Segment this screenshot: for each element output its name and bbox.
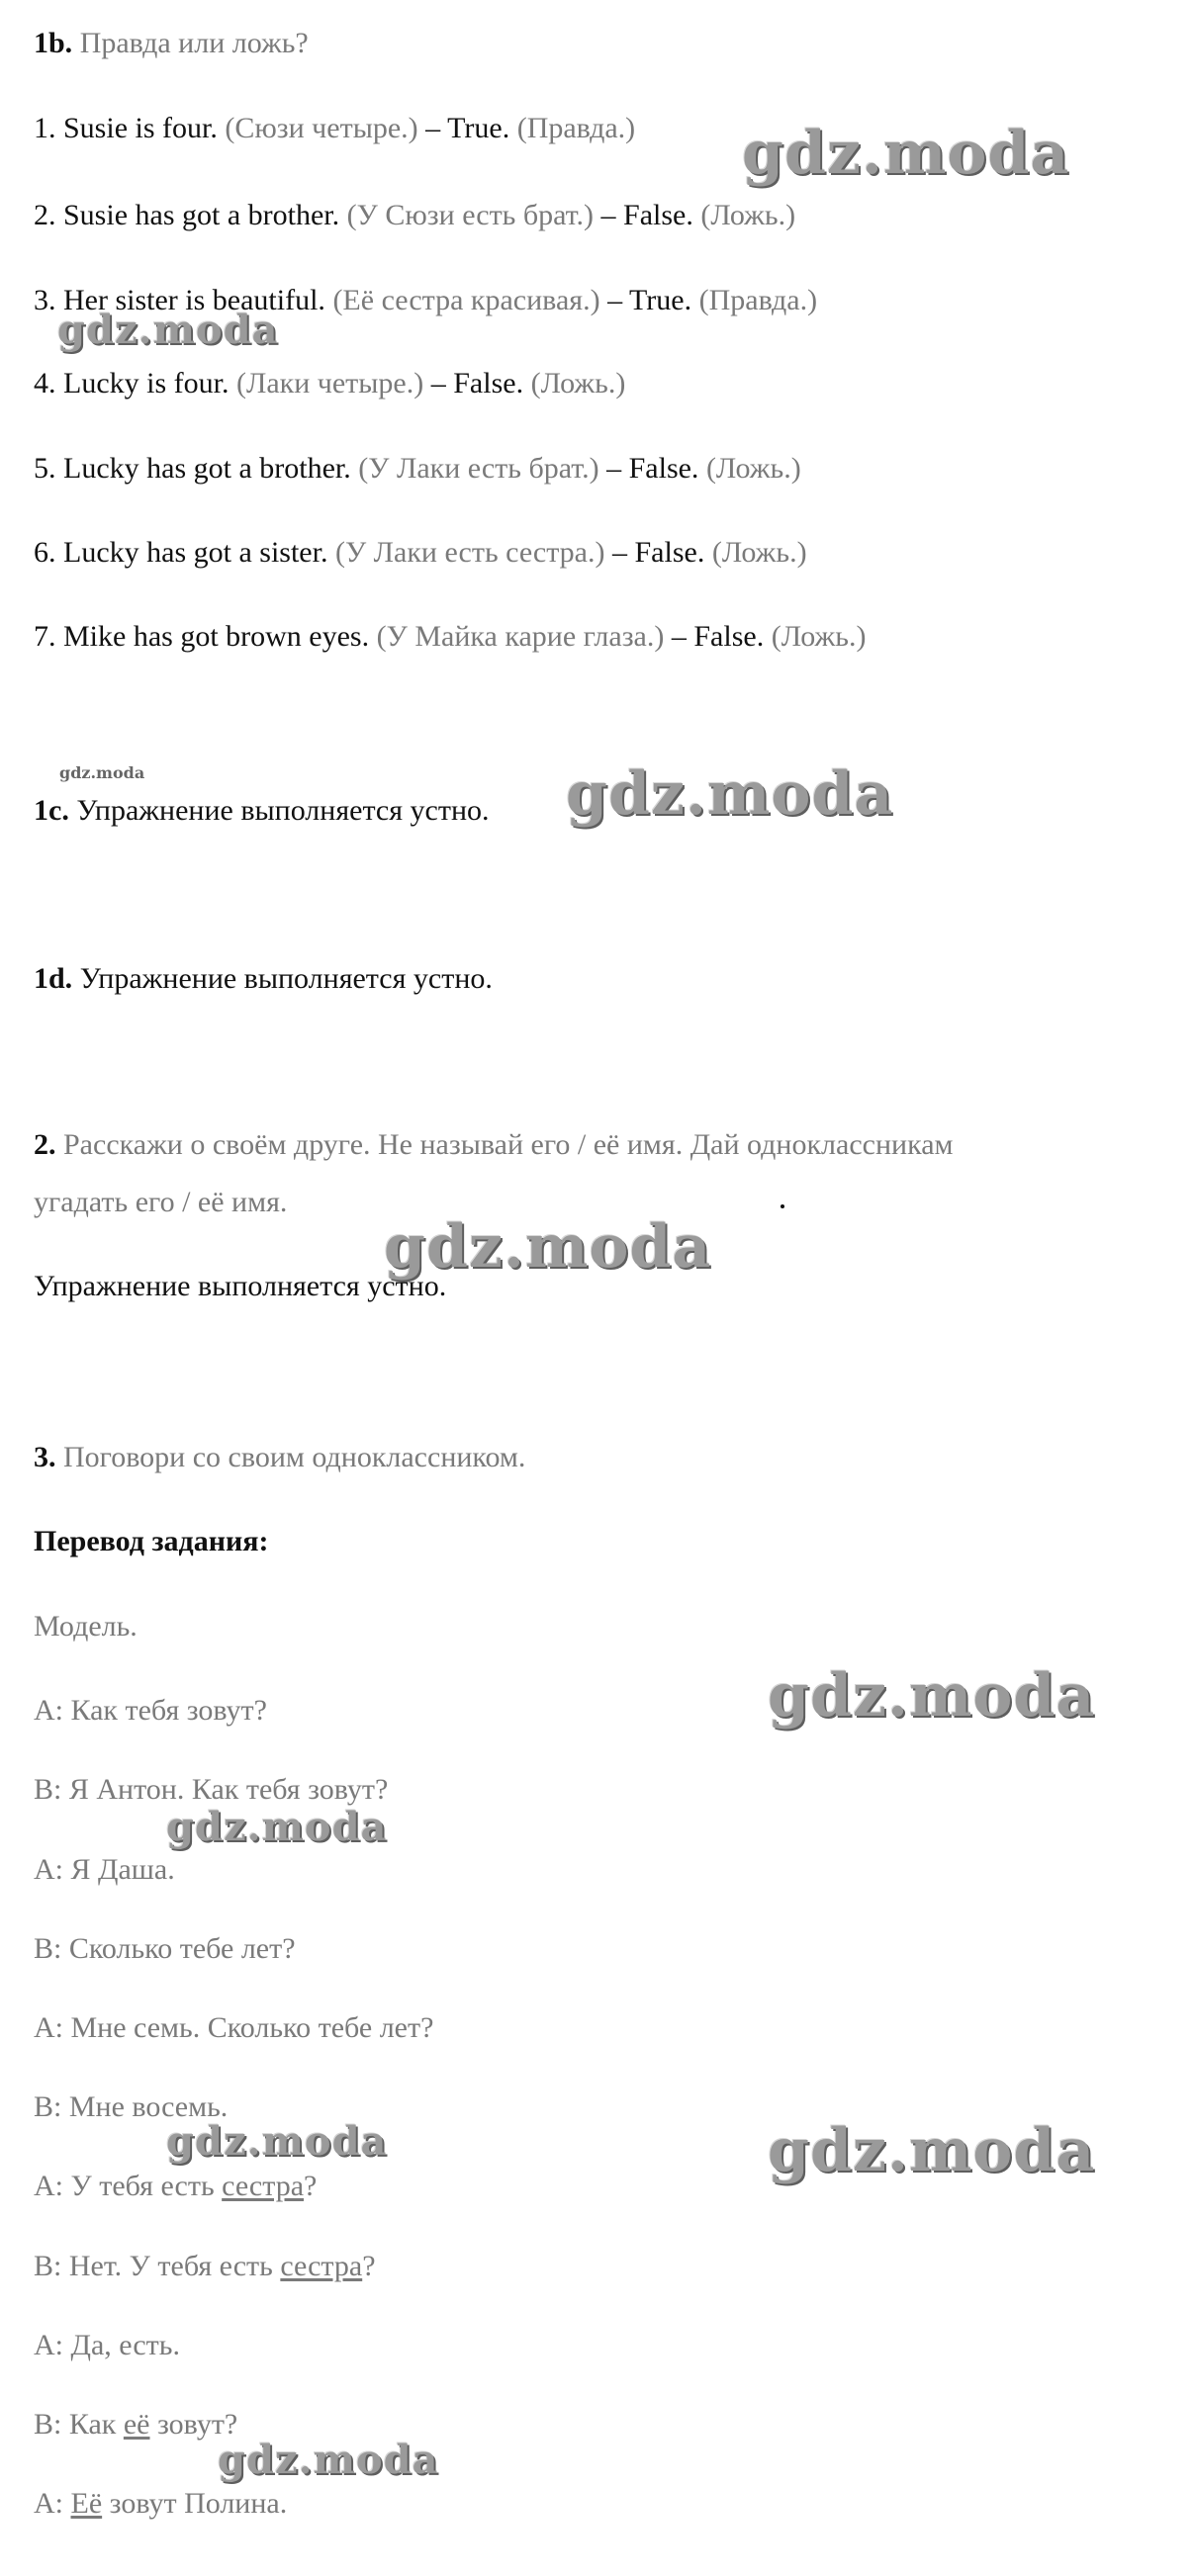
ex3	[34, 1440, 525, 1475]
item-answer-ru: (Ложь.)	[700, 199, 796, 231]
ex3-label: 3.	[34, 1441, 56, 1473]
item-answer: True.	[629, 284, 692, 316]
dialog-text: ?	[304, 2170, 318, 2202]
watermark: gdz.moda	[166, 1804, 388, 1850]
ex1c-text: Упражнение выполняется устно.	[76, 794, 490, 827]
watermark: gdz.moda	[566, 759, 894, 829]
ex1b-header	[34, 26, 309, 61]
item-dash: –	[606, 452, 622, 485]
item-answer: True.	[447, 112, 510, 144]
item-answer-ru: (Правда.)	[698, 284, 818, 316]
ex1d	[34, 961, 493, 997]
dialog-line: А: Я Даша.	[34, 1853, 175, 1886]
ex1b-item-1	[34, 111, 635, 146]
item-answer: False.	[453, 367, 524, 400]
item-answer-ru: (Ложь.)	[530, 367, 626, 400]
item-ru: (У Сюзи есть брат.)	[346, 199, 595, 231]
item-ru: (У Лаки есть сестра.)	[334, 536, 605, 569]
ex1b-item-7	[34, 619, 866, 655]
ex1d-label: 1d.	[34, 962, 73, 995]
item-answer: False.	[623, 199, 693, 231]
ex2-label: 2.	[34, 1128, 56, 1161]
ex1b-item-2	[34, 198, 795, 233]
dialog-text: А: У тебя есть	[34, 2170, 223, 2202]
stray-dot	[781, 1204, 784, 1208]
item-dash: –	[671, 620, 687, 653]
dialog-text: А:	[34, 2487, 71, 2520]
ex2-task-line-1	[34, 1127, 954, 1163]
dialog-line: В: Мне восемь.	[34, 2090, 229, 2123]
item-ru: (У Лаки есть брат.)	[358, 452, 599, 485]
dialog-line	[34, 2407, 237, 2443]
ex1c-label: 1c.	[34, 794, 69, 827]
dialog-text: В: Как	[34, 2408, 124, 2441]
ex2-text: Расскажи о своём друге. Не называй его / её имя. Дай одноклассникам	[63, 1128, 954, 1161]
ex1b-item-5	[34, 451, 801, 487]
item-dash: –	[600, 199, 616, 231]
dialog-line: В: Я Антон. Как тебя зовут?	[34, 1773, 389, 1806]
item-en: 7. Mike has got brown eyes.	[34, 620, 370, 653]
item-answer-ru: (Ложь.)	[711, 536, 807, 569]
watermark: gdz.moda	[166, 2118, 388, 2165]
underlined-word: её	[123, 2408, 150, 2441]
watermark: gdz.moda	[768, 2116, 1096, 2185]
dialog-line: А: Мне семь. Сколько тебе лет?	[34, 2011, 434, 2044]
dialog-text: зовут Полина.	[102, 2487, 288, 2520]
dialog-text: ?	[362, 2250, 376, 2282]
item-ru: (У Майка карие глаза.)	[376, 620, 665, 653]
item-dash: –	[607, 284, 623, 316]
dialog-line: А: Как тебя зовут?	[34, 1694, 267, 1727]
ex1c	[34, 793, 490, 829]
watermark: gdz.moda	[59, 763, 145, 782]
dialog-line: А: Да, есть.	[34, 2329, 180, 2361]
item-en: 4. Lucky is four.	[34, 367, 230, 400]
translation-heading: Перевод задания:	[34, 1525, 269, 1557]
underlined-word: Её	[70, 2487, 103, 2520]
item-answer-ru: (Правда.)	[516, 112, 636, 144]
item-answer: False.	[628, 452, 699, 485]
ex1b-label: 1b.	[34, 27, 73, 59]
item-answer-ru: (Ложь.)	[771, 620, 867, 653]
item-en: 5. Lucky has got a brother.	[34, 452, 351, 485]
model-label: Модель.	[34, 1610, 138, 1643]
item-ru: (Её сестра красивая.)	[332, 284, 600, 316]
item-en: 2. Susie has got a brother.	[34, 199, 340, 231]
underlined-word: сестра	[280, 2250, 363, 2282]
item-answer-ru: (Ложь.)	[705, 452, 801, 485]
item-en: 3. Her sister is beautiful.	[34, 284, 325, 316]
ex3-text: Поговори со своим одноклассником.	[63, 1441, 526, 1473]
dialog-line	[34, 2486, 287, 2522]
watermark: gdz.moda	[218, 2437, 439, 2483]
item-answer: False.	[693, 620, 765, 653]
item-ru: (Лаки четыре.)	[235, 367, 424, 400]
item-ru: (Сюзи четыре.)	[225, 112, 418, 144]
item-dash: –	[612, 536, 627, 569]
item-en: 1. Susie is four.	[34, 112, 218, 144]
item-dash: –	[425, 112, 441, 144]
ex1b-item-4	[34, 366, 625, 401]
dialog-line	[34, 2249, 376, 2284]
watermark: gdz.moda	[384, 1212, 712, 1282]
ex2-answer: Упражнение выполняется устно.	[34, 1270, 447, 1302]
item-dash: –	[430, 367, 446, 400]
ex2-task-line-2: угадать его / её имя.	[34, 1186, 288, 1218]
dialog-line	[34, 2169, 317, 2204]
watermark: gdz.moda	[57, 307, 279, 353]
ex1d-text: Упражнение выполняется устно.	[79, 962, 493, 995]
ex1b-item-6	[34, 535, 807, 571]
underlined-word: сестра	[222, 2170, 305, 2202]
dialog-text: зовут?	[149, 2408, 238, 2441]
dialog-text: В: Нет. У тебя есть	[34, 2250, 281, 2282]
item-en: 6. Lucky has got a sister.	[34, 536, 328, 569]
item-answer: False.	[634, 536, 705, 569]
watermark: gdz.moda	[768, 1661, 1096, 1731]
watermark: gdz.moda	[742, 119, 1070, 188]
ex1b-title: Правда или ложь?	[79, 27, 309, 59]
dialog-line: В: Сколько тебе лет?	[34, 1932, 296, 1965]
